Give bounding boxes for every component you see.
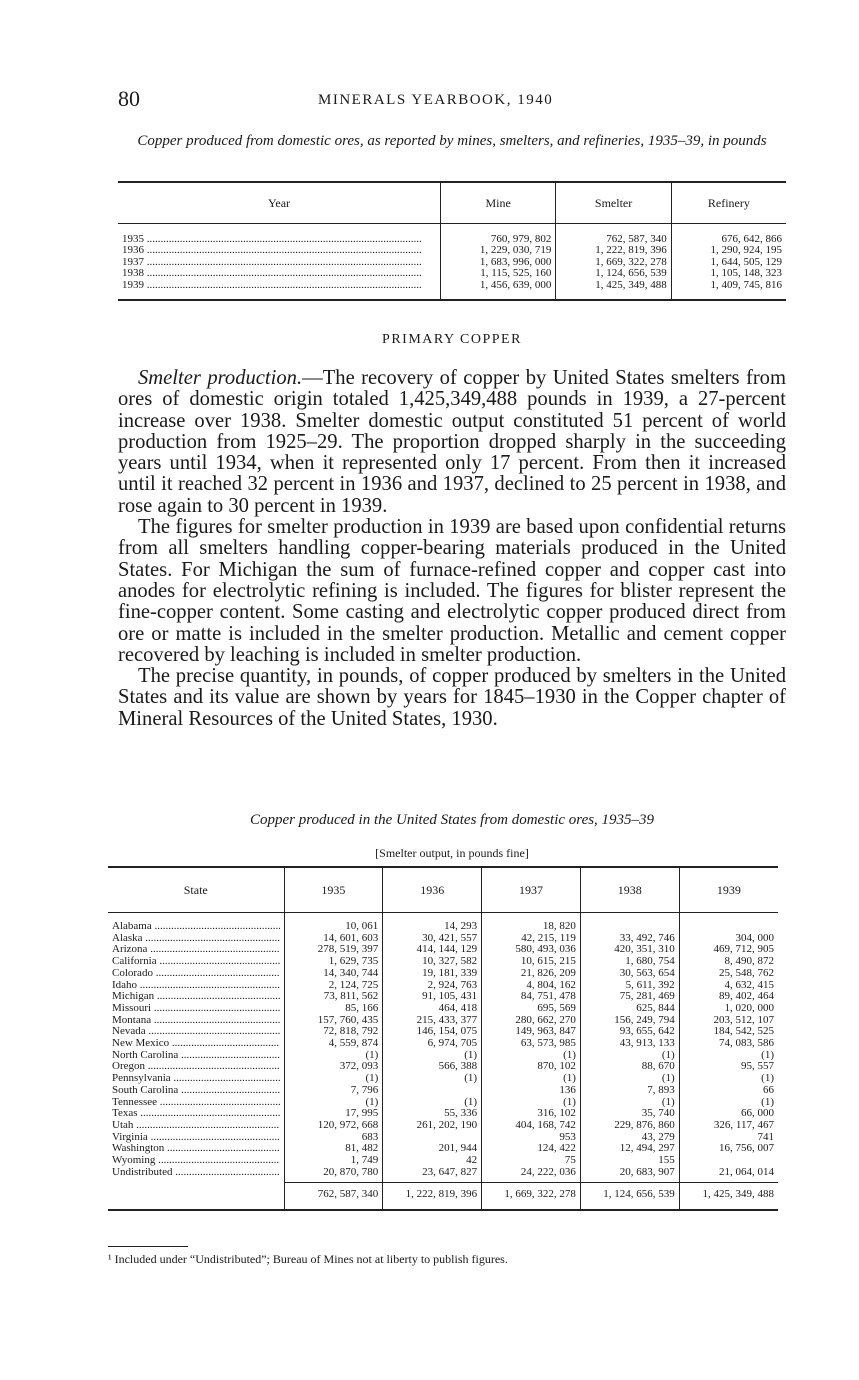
state-value: 43, 279 <box>641 1130 675 1143</box>
totals-row <box>108 1183 778 1210</box>
state-value: 1, 680, 754 <box>625 955 675 968</box>
table2-caption: Copper produced in the United States from domestic ores, 1935–39 <box>249 812 655 828</box>
state-label: Michigan ..... <box>112 991 280 1003</box>
state-value <box>585 921 675 933</box>
state-value: 30, 563, 654 <box>619 966 675 979</box>
page-number: 80 <box>118 86 140 111</box>
state-label: Washington ..... <box>112 1143 280 1155</box>
state-value: 2, 924, 763 <box>427 978 478 991</box>
state-value: 372, 093 <box>339 1060 379 1073</box>
year-labels <box>118 224 441 301</box>
state-value: 72, 818, 792 <box>323 1025 379 1038</box>
state-label: Pennsylvania ..... <box>112 1073 280 1085</box>
refinery-value: 1, 409, 745, 816 <box>710 278 782 291</box>
state-label: New Mexico ..... <box>112 1038 280 1050</box>
state-value: 215, 433, 377 <box>416 1013 478 1026</box>
state-value: (1) <box>661 1095 675 1108</box>
state-value: 625, 844 <box>636 1001 675 1014</box>
state-value: 20, 870, 780 <box>323 1165 379 1178</box>
section-heading: PRIMARY COPPER <box>382 332 522 347</box>
state-value: (1) <box>464 1095 478 1108</box>
column-header-mine: Mine <box>441 182 556 224</box>
state-value: 74, 083, 586 <box>719 1037 774 1050</box>
smelter-value: 1, 124, 656, 539 <box>595 267 667 280</box>
total-value: 1, 222, 819, 396 <box>383 1183 482 1210</box>
values-1938 <box>580 913 679 1183</box>
mine-value: 1, 683, 996, 000 <box>479 255 552 268</box>
total-value: 1, 425, 349, 488 <box>679 1183 778 1210</box>
state-value: (1) <box>563 1072 576 1085</box>
smelter-value: 1, 669, 322, 278 <box>595 255 667 268</box>
state-value: 75, 281, 469 <box>619 990 675 1003</box>
mine-value: 760, 979, 802 <box>490 233 552 245</box>
state-value: 229, 876, 860 <box>614 1118 675 1131</box>
state-value: (1) <box>661 1048 675 1061</box>
paragraph-text: The precise quantity, in pounds, of copper produced by smelters in the United States and its value are shown by years for 1845–1930 in the Copper chapter of Mineral Resources of the United States, 1930. <box>118 665 786 730</box>
state-value: (1) <box>365 1072 379 1085</box>
state-value: 1, 629, 735 <box>328 955 379 968</box>
state-value: 66, 000 <box>741 1107 774 1120</box>
state-label: Montana ..... <box>112 1015 280 1027</box>
mine-value: 1, 229, 030, 719 <box>479 244 552 257</box>
refinery-value: 676, 642, 866 <box>721 233 782 245</box>
values-1937 <box>482 913 581 1183</box>
state-value: 95, 557 <box>741 1060 774 1073</box>
running-title: MINERALS YEARBOOK, 1940 <box>318 92 554 108</box>
state-value <box>387 1085 477 1097</box>
state-value: 261, 202, 190 <box>416 1118 478 1131</box>
year-label: 1936 ..... <box>122 245 436 256</box>
state-value: 4, 559, 874 <box>328 1037 379 1050</box>
state-value: 21, 064, 014 <box>719 1165 774 1178</box>
state-value: 404, 168, 742 <box>515 1118 576 1131</box>
state-value: 953 <box>559 1130 576 1143</box>
state-value: 14, 601, 603 <box>323 931 379 944</box>
state-value: (1) <box>563 1095 576 1108</box>
state-value: (1) <box>365 1095 379 1108</box>
state-value: 21, 826, 209 <box>520 966 576 979</box>
state-value: 1, 749 <box>350 1154 379 1167</box>
state-label: Nevada ..... <box>112 1026 280 1038</box>
column-header-1936: 1936 <box>383 867 482 913</box>
state-value: 280, 662, 270 <box>515 1013 576 1026</box>
smelter-value: 1, 222, 819, 396 <box>595 244 667 257</box>
state-value: 4, 804, 162 <box>526 978 576 991</box>
state-value: 84, 751, 478 <box>520 990 576 1003</box>
state-value: (1) <box>761 1072 774 1085</box>
paragraph-text: The figures for smelter production in 1939 are based upon confidential returns from all smelters handling copper-bearing materials produced in the United States. For Michigan the sum of furnace-refined copper and copper cast into anodes for electrolytic refining is included. The figures for blister represent the fine-copper content. Some casting and electrolytic copper produced direct from ore or matte is included in the smelter production. Metallic and cement copper recovered by leaching is included in smelter production. <box>118 516 786 666</box>
state-label: Undistributed ..... <box>112 1167 280 1179</box>
paragraph-text: —The recovery of copper by United States smelters from ores of domestic origin totaled 1,425,349,488 pounds in 1939, a 27-percent increase over 1938. Smelter domestic output constituted 51 percent of world production from 1925–29. The proportion dropped sharply in the succeeding years until 1934, when it represented only 17 percent. From then it increased until it reached 32 percent in 1936 and 1937, declined to 25 percent in 1938, and rose again to 30 percent in 1939. <box>118 367 786 517</box>
state-value: 20, 683, 907 <box>619 1165 675 1178</box>
state-label: California ..... <box>112 956 280 968</box>
state-value: 414, 144, 129 <box>416 943 478 956</box>
state-value: 278, 519, 397 <box>317 943 379 956</box>
state-value: 7, 796 <box>350 1083 379 1096</box>
state-value: 55, 336 <box>444 1107 478 1120</box>
smelter-value: 762, 587, 340 <box>606 233 667 245</box>
state-value: 89, 402, 464 <box>719 990 774 1003</box>
column-header-refinery: Refinery <box>671 182 786 224</box>
state-value: 155 <box>658 1154 675 1167</box>
values-1935 <box>284 913 383 1183</box>
state-value: 73, 811, 562 <box>323 990 379 1003</box>
state-label: Texas ..... <box>112 1108 280 1120</box>
state-value: 18, 820 <box>542 920 576 932</box>
paragraph <box>118 666 786 730</box>
table-row <box>118 224 786 301</box>
state-value: (1) <box>365 1048 379 1061</box>
state-value: 157, 760, 435 <box>317 1013 379 1026</box>
state-value: 85, 166 <box>345 1001 379 1014</box>
state-value: 4, 632, 415 <box>724 978 774 991</box>
column-header-1935: 1935 <box>284 867 383 913</box>
paragraph-lead: Smelter production. <box>138 367 303 389</box>
year-label: 1938 ..... <box>122 268 436 279</box>
state-value: 23, 647, 827 <box>422 1165 478 1178</box>
refinery-value: 1, 644, 505, 129 <box>710 255 782 268</box>
column-header-smelter: Smelter <box>556 182 671 224</box>
state-value: 7, 893 <box>647 1083 675 1096</box>
table1-caption: Copper produced from domestic ores, as reported by mines, smelters, and refineries, 1935–39, in pounds <box>137 133 767 149</box>
state-value: (1) <box>761 1048 774 1061</box>
state-label: North Carolina ..... <box>112 1050 280 1062</box>
values-1936 <box>383 913 482 1183</box>
state-value: 1, 020, 000 <box>724 1001 774 1014</box>
table2-subcaption: [Smelter output, in pounds fine] <box>375 846 529 860</box>
state-label: Idaho ..... <box>112 980 280 992</box>
production-by-state-table <box>108 866 778 1211</box>
total-value: 1, 124, 656, 539 <box>580 1183 679 1210</box>
state-value: (1) <box>464 1048 478 1061</box>
mine-value: 1, 115, 525, 160 <box>480 267 552 280</box>
state-value <box>684 1155 774 1167</box>
state-value: (1) <box>563 1048 576 1061</box>
state-value: 124, 422 <box>537 1142 576 1155</box>
state-value: 93, 655, 642 <box>619 1025 675 1038</box>
state-value: 2, 124, 725 <box>328 978 379 991</box>
table-row <box>108 913 778 1183</box>
state-value: 10, 327, 582 <box>422 955 478 968</box>
column-header-1939: 1939 <box>679 867 778 913</box>
state-value: 136 <box>559 1083 576 1096</box>
state-value: 120, 972, 668 <box>317 1118 379 1131</box>
state-value: 33, 492, 746 <box>619 931 675 944</box>
body-text <box>118 368 786 730</box>
production-by-stage-table <box>118 181 786 301</box>
state-value: 12, 494, 297 <box>619 1142 675 1155</box>
state-value: (1) <box>761 1095 774 1108</box>
state-label: Alabama ..... <box>112 921 280 933</box>
state-label: Oregon ..... <box>112 1061 280 1073</box>
refinery-values <box>671 224 786 301</box>
state-value: 683 <box>361 1130 379 1143</box>
state-value: 741 <box>757 1130 774 1143</box>
state-value: 35, 740 <box>641 1107 675 1120</box>
state-value: 25, 548, 762 <box>719 966 774 979</box>
paragraph <box>118 368 786 517</box>
state-label: Wyoming ..... <box>112 1155 280 1167</box>
state-value: 184, 542, 525 <box>713 1025 774 1038</box>
column-header-state: State <box>108 867 284 913</box>
state-value: 304, 000 <box>735 931 774 944</box>
state-value: 464, 418 <box>438 1001 478 1014</box>
paragraph <box>118 517 786 666</box>
state-label: Colorado ..... <box>112 968 280 980</box>
state-value: 695, 569 <box>537 1001 576 1014</box>
smelter-value: 1, 425, 349, 488 <box>595 278 667 291</box>
state-value: 81, 482 <box>345 1142 379 1155</box>
state-value: 24, 222, 036 <box>520 1165 576 1178</box>
state-value: 5, 611, 392 <box>625 978 675 991</box>
year-label: 1939 ..... <box>122 280 436 291</box>
state-value: 75 <box>564 1154 576 1167</box>
year-label: 1937 ..... <box>122 257 436 268</box>
state-label: Tennessee ..... <box>112 1097 280 1109</box>
state-label: Missouri ..... <box>112 1003 280 1015</box>
state-value: 17, 995 <box>345 1107 379 1120</box>
state-value: 149, 963, 847 <box>515 1025 576 1038</box>
column-header-1937: 1937 <box>482 867 581 913</box>
column-header-1938: 1938 <box>580 867 679 913</box>
state-value: 316, 102 <box>537 1107 576 1120</box>
footnote-rule <box>108 1246 188 1247</box>
state-value: 63, 573, 985 <box>520 1037 576 1050</box>
year-label: 1935 ..... <box>122 234 436 245</box>
state-value: 146, 154, 075 <box>416 1025 478 1038</box>
state-value: 14, 340, 744 <box>323 966 379 979</box>
state-value: 66 <box>763 1083 774 1096</box>
state-value: 870, 102 <box>537 1060 576 1073</box>
column-header-year: Year <box>118 182 441 224</box>
mine-values <box>441 224 556 301</box>
refinery-value: 1, 105, 148, 323 <box>710 267 782 280</box>
state-label: Utah ..... <box>112 1120 280 1132</box>
state-value: 8, 490, 872 <box>724 955 774 968</box>
total-value: 762, 587, 340 <box>284 1183 383 1210</box>
refinery-value: 1, 290, 924, 195 <box>710 244 782 257</box>
state-value: 10, 061 <box>345 920 379 932</box>
state-label: Virginia ..... <box>112 1132 280 1144</box>
state-value: (1) <box>661 1072 675 1085</box>
totals-label <box>108 1183 284 1210</box>
state-label: Arizona ..... <box>112 944 280 956</box>
state-value: 10, 615, 215 <box>520 955 576 968</box>
state-value: 420, 351, 310 <box>614 943 675 956</box>
state-value: (1) <box>464 1072 478 1085</box>
state-value: 566, 388 <box>438 1060 478 1073</box>
state-value: 42, 215, 119 <box>521 931 576 944</box>
state-value: 6, 974, 705 <box>427 1037 478 1050</box>
state-value: 326, 117, 467 <box>713 1118 774 1131</box>
page-header <box>118 86 786 116</box>
state-label: Alaska ..... <box>112 933 280 945</box>
state-value: 19, 181, 339 <box>422 966 478 979</box>
state-value: 469, 712, 905 <box>713 943 774 956</box>
total-value: 1, 669, 322, 278 <box>482 1183 581 1210</box>
footnote: ¹ Included under “Undistributed”; Bureau of Mines not at liberty to publish figures. <box>108 1252 508 1266</box>
values-1939 <box>679 913 778 1183</box>
state-labels <box>108 913 284 1183</box>
state-value: 14, 293 <box>444 920 478 932</box>
state-value: 203, 512, 107 <box>713 1013 774 1026</box>
state-value: 580, 493, 036 <box>515 943 576 956</box>
state-value: 43, 913, 133 <box>619 1037 675 1050</box>
state-value: 201, 944 <box>438 1142 478 1155</box>
state-value: 30, 421, 557 <box>422 931 478 944</box>
state-value: 88, 670 <box>641 1060 675 1073</box>
state-value: 42 <box>466 1154 478 1167</box>
state-label: South Carolina ..... <box>112 1085 280 1097</box>
state-value: 156, 249, 794 <box>614 1013 675 1026</box>
mine-value: 1, 456, 639, 000 <box>479 278 552 291</box>
state-value: 16, 756, 007 <box>719 1142 774 1155</box>
state-value <box>684 921 774 933</box>
state-value: 91, 105, 431 <box>422 990 478 1003</box>
smelter-values <box>556 224 671 301</box>
